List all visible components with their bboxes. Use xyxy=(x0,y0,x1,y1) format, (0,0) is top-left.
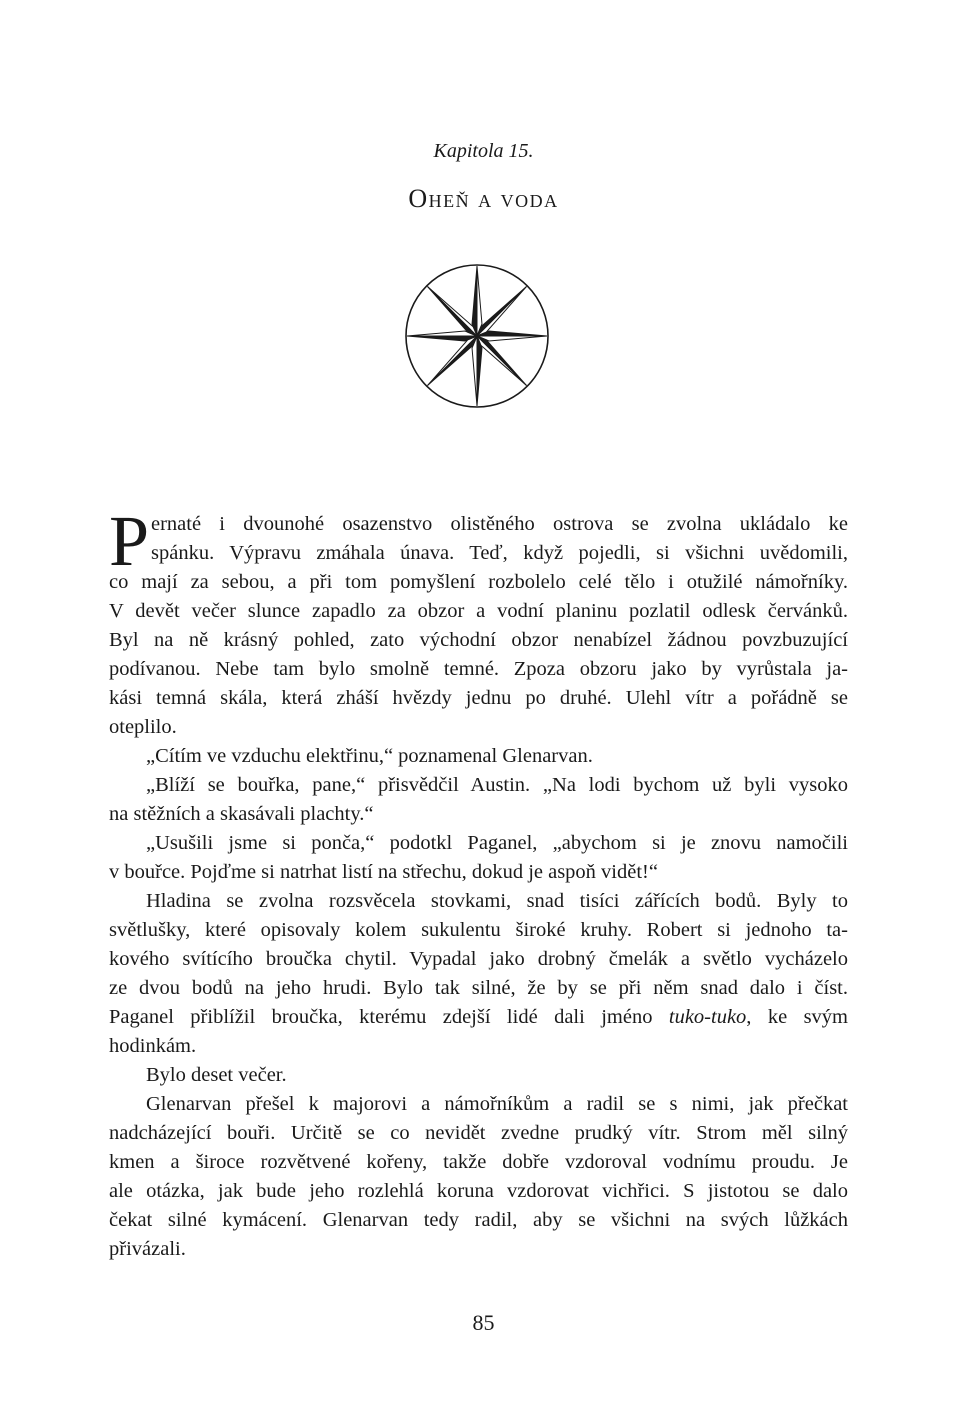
text-line: spánku. Výpravu zmáhala únava. Teď, když pojedli, si všichni uvědomili, xyxy=(151,542,848,564)
rose-point xyxy=(477,336,526,385)
text-line xyxy=(109,1003,848,1032)
text-line: na stěžních a skasávali plachty.“ xyxy=(109,803,374,825)
rose-point xyxy=(472,336,477,406)
rose-point xyxy=(407,336,477,341)
text-line: nadcházející bouři. Určitě se co nevidět zvedne prudký vítr. Strom měl silný xyxy=(109,1122,848,1144)
paragraph xyxy=(109,771,848,829)
text-line: oteplilo. xyxy=(109,716,177,738)
text-line: Hladina se zvolna rozsvěcela stovkami, snad tisíci zářících bodů. Byly to xyxy=(146,890,848,912)
chapter-label: Kapitola 15. xyxy=(433,140,534,162)
text-line: „Blíží se bouřka, pane,“ přisvědčil Austin. „Na lodi bychom už byli vysoko xyxy=(146,774,848,796)
text-line: kási temná skála, která zháší hvězdy jednu po druhé. Ulehl vítr a pořádně se xyxy=(109,687,848,709)
text-line: Bylo deset večer. xyxy=(146,1064,287,1086)
page-number: 85 xyxy=(472,1310,495,1335)
text-line: přivázali. xyxy=(109,1238,186,1260)
drop-cap: P xyxy=(109,501,150,581)
text-line: ale otázka, jak bude jeho rozlehlá koruna vzdorovat vichřici. S jistotou se dalo xyxy=(109,1180,848,1202)
rose-point xyxy=(477,266,482,336)
body-text xyxy=(109,501,848,1264)
text-line: ernaté i dvounohé osazenstvo olistěného ostrova se zvolna ukládalo ke xyxy=(151,513,848,535)
paragraph xyxy=(109,501,848,742)
paragraph xyxy=(109,887,848,1061)
rose-point xyxy=(477,331,547,336)
text-segment: , ke svým xyxy=(746,1006,848,1028)
paragraph xyxy=(109,829,848,887)
compass-rose-icon xyxy=(403,262,551,410)
text-line: kového svítícího broučka chytil. Vypadal jako drobný čmelák a světlo vycházelo xyxy=(109,948,848,970)
text-line: podívanou. Nebe tam bylo smolně temné. Zpoza obzoru jako by vyrůstala ja- xyxy=(109,658,848,680)
italic-term: tuko-tuko xyxy=(668,1006,747,1028)
rose-point xyxy=(477,287,526,336)
paragraph xyxy=(109,742,848,771)
text-line: kmen a široce rozvětvené kořeny, takže dobře vzdoroval vodnímu proudu. Je xyxy=(109,1151,848,1173)
text-line: V devět večer slunce zapadlo za obzor a vodní planinu pozlatil odlesk červánků. xyxy=(109,600,848,622)
text-segment: Paganel přiblížil broučka, kterému zdejší lidé dali jméno xyxy=(109,1006,669,1028)
text-line: čekat silné kymácení. Glenarvan tedy radil, aby se všichni na svých lůžkách xyxy=(109,1209,848,1231)
text-line: Byl na ně krásný pohled, zato východní obzor nenabízel žádnou povzbuzující xyxy=(109,629,848,651)
text-line: „Cítím ve vzduchu elektřinu,“ poznamenal Glenarvan. xyxy=(146,745,593,767)
text-line: ze dvou bodů na jeho hrudi. Bylo tak silné, že by se při něm snad dalo i číst. xyxy=(109,977,848,999)
text-line: světlušky, které opisovaly kolem sukulentu široké kruhy. Robert si jednoho ta- xyxy=(109,919,848,941)
text-line: co mají za sebou, a při tom pomyšlení rozbolelo celé tělo i otužilé námořníky. xyxy=(109,571,848,593)
paragraph xyxy=(109,1090,848,1264)
text-line: „Usušili jsme si ponča,“ podotkl Paganel, „abychom si je znovu namočili xyxy=(146,832,848,854)
rose-point xyxy=(472,266,477,336)
chapter-title: Oheň a voda xyxy=(408,184,559,213)
text-line: hodinkám. xyxy=(109,1035,197,1057)
rose-point xyxy=(477,336,547,341)
rose-point xyxy=(407,331,477,336)
rose-point xyxy=(428,287,477,336)
rose-point xyxy=(477,336,482,406)
text-line: Glenarvan přešel k majorovi a námořníkům a radil se s nimi, jak přečkat xyxy=(146,1093,848,1115)
text-line: v bouřce. Pojďme si natrhat listí na střechu, dokud je aspoň vidět!“ xyxy=(109,861,658,883)
paragraph xyxy=(109,1061,848,1090)
rose-point xyxy=(428,336,477,385)
